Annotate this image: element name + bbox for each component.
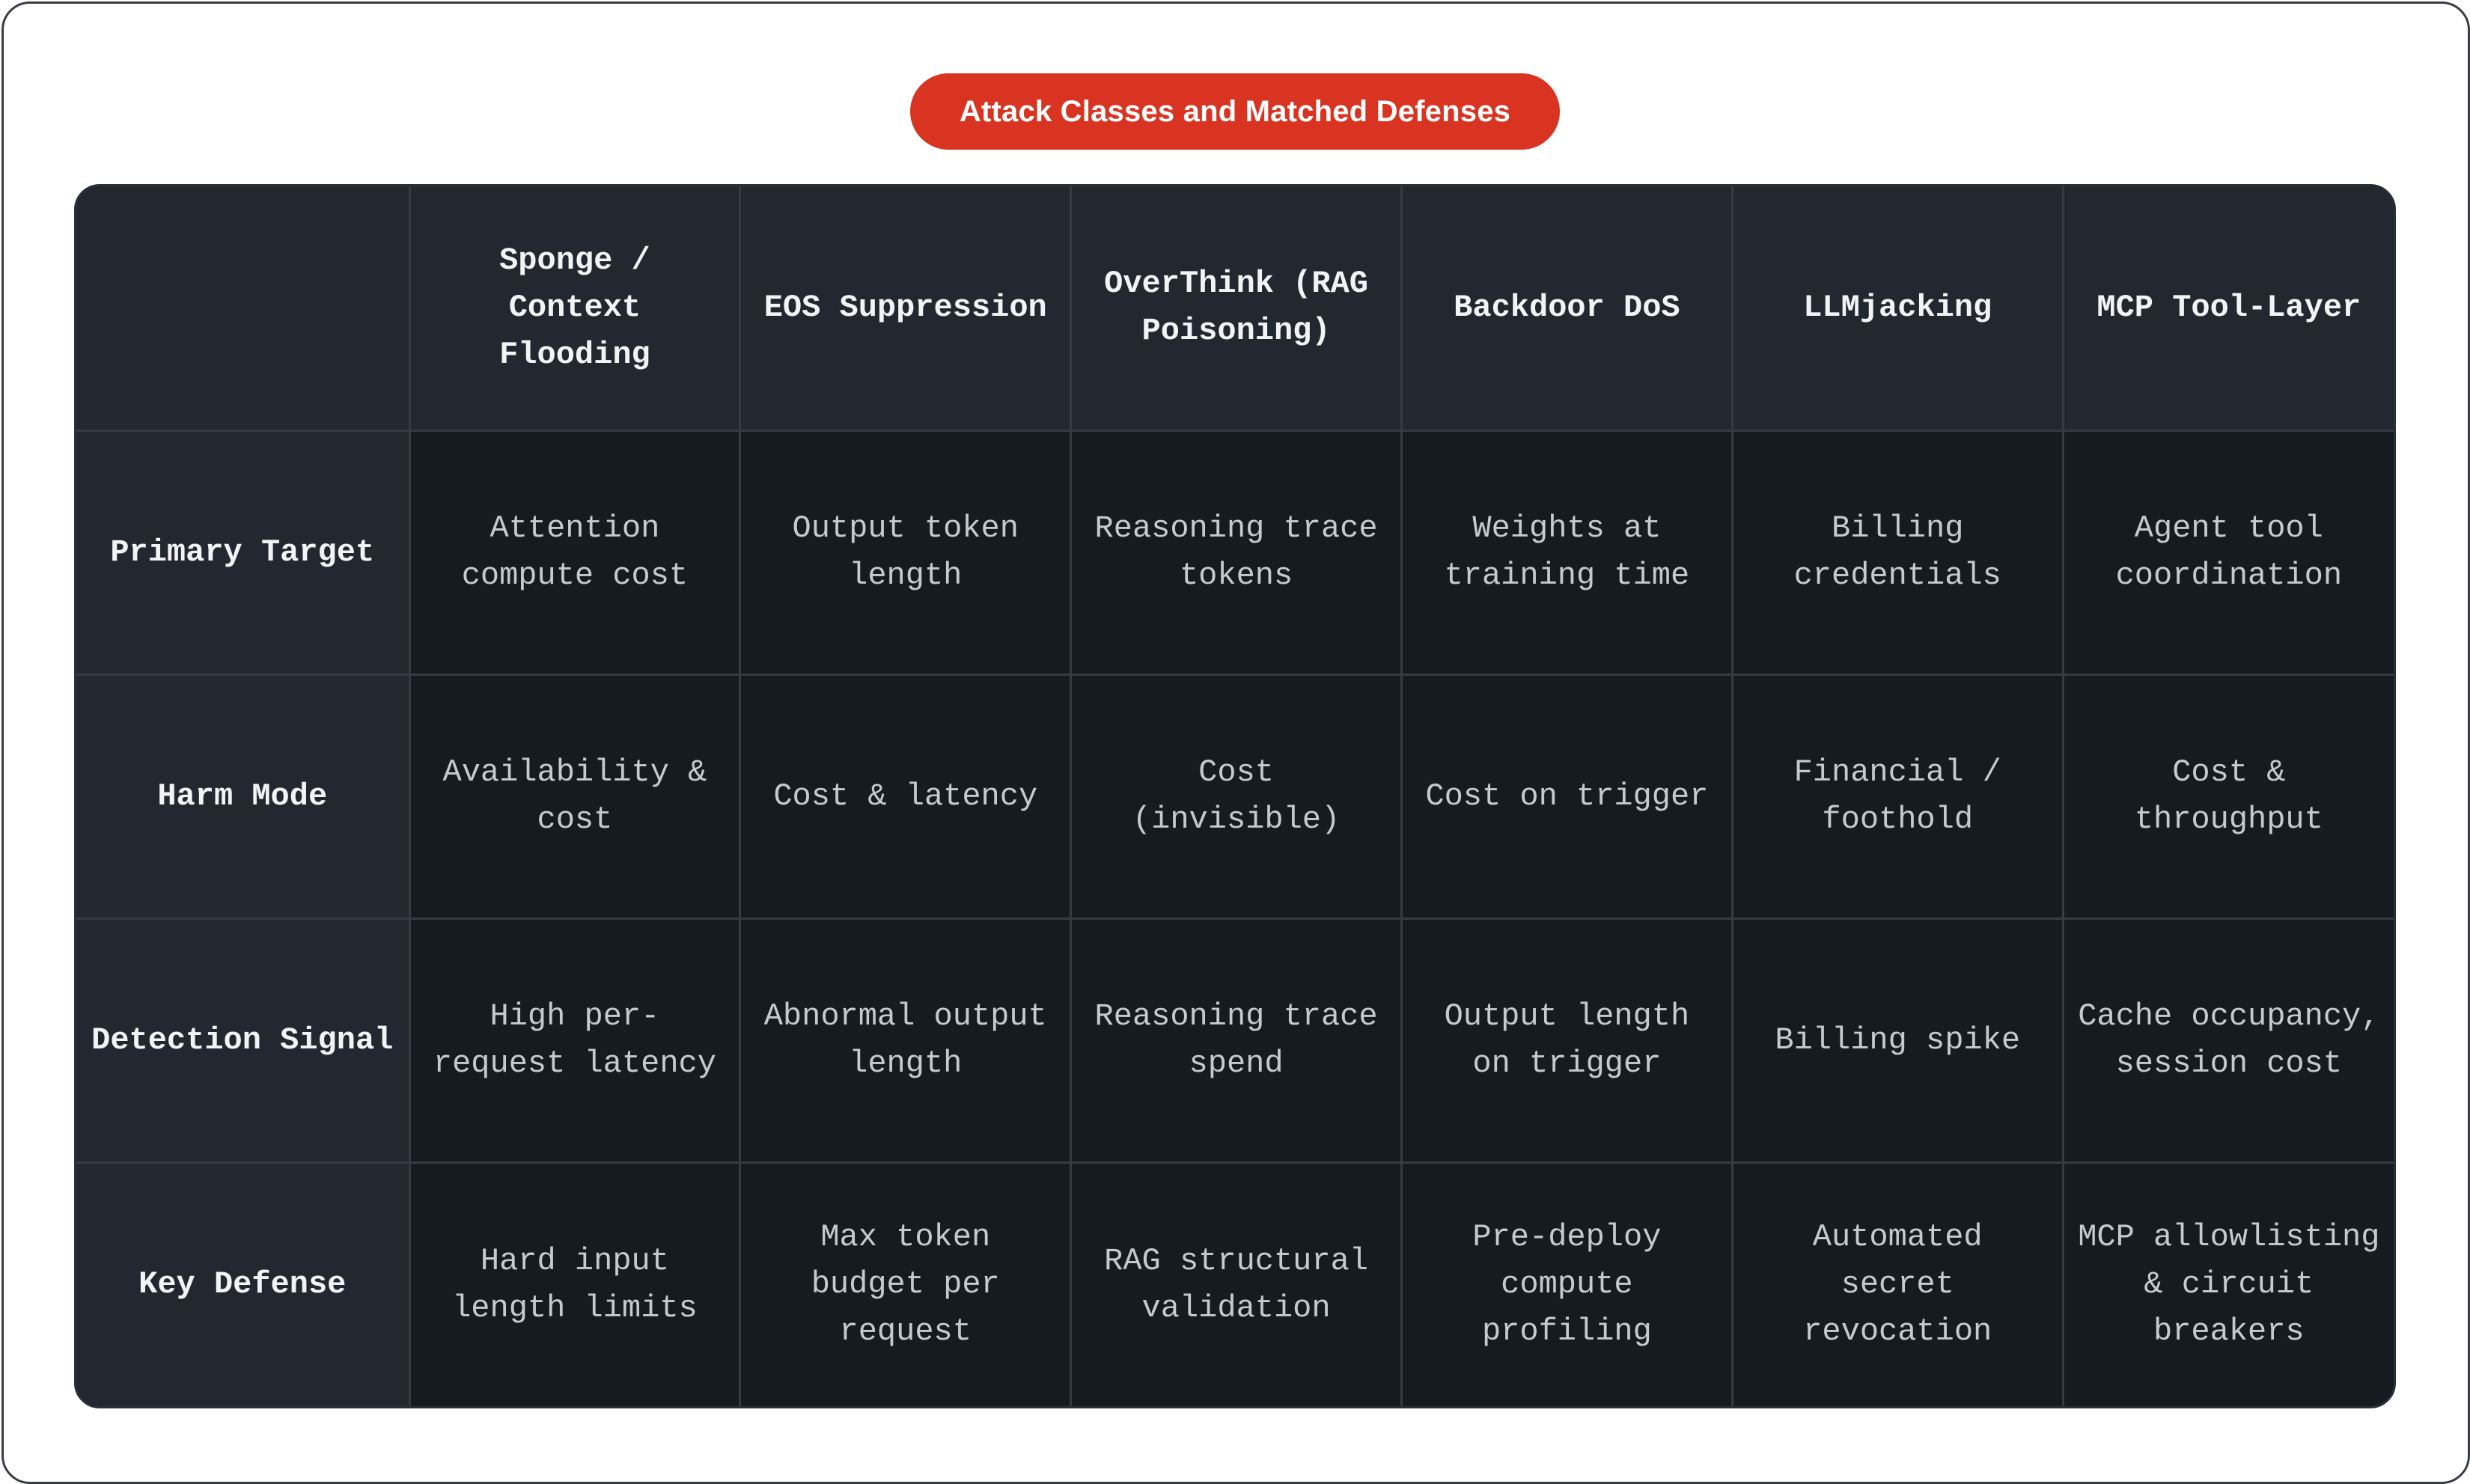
column-header-mcp-tool-layer: MCP Tool-Layer: [2063, 186, 2394, 430]
column-header-overthink: OverThink (RAG Poisoning): [1071, 186, 1402, 430]
table-cell: Output token length: [740, 430, 1071, 674]
table-cell: Output length on trigger: [1401, 918, 1732, 1162]
table-row-key-defense: [76, 1162, 2394, 1406]
table-cell: Cost & latency: [740, 674, 1071, 918]
table-cell: Cost & throughput: [2063, 674, 2394, 918]
table-cell: Automated secret revocation: [1732, 1162, 2063, 1406]
table-cell: Abnormal output length: [740, 918, 1071, 1162]
diagram-title: Attack Classes and Matched Defenses: [910, 73, 1560, 150]
table-cell: Billing credentials: [1732, 430, 2063, 674]
table-cell: Pre-deploy compute profiling: [1401, 1162, 1732, 1406]
table-cell: High per-request latency: [409, 918, 740, 1162]
table-cell: Attention compute cost: [409, 430, 740, 674]
row-header-primary-target: Primary Target: [76, 430, 409, 674]
table-cell: Billing spike: [1732, 918, 2063, 1162]
table-cell: Hard input length limits: [409, 1162, 740, 1406]
table-row-primary-target: [76, 430, 2394, 674]
table-cell: Max token budget per request: [740, 1162, 1071, 1406]
row-header-detection-signal: Detection Signal: [76, 918, 409, 1162]
column-header-sponge: Sponge / Context Flooding: [409, 186, 740, 430]
table-cell: MCP allowlisting & circuit breakers: [2063, 1162, 2394, 1406]
table-row-detection-signal: [76, 918, 2394, 1162]
comparison-table: [74, 184, 2396, 1408]
row-header-harm-mode: Harm Mode: [76, 674, 409, 918]
header-row: [76, 186, 2394, 430]
table-cell: RAG structural validation: [1071, 1162, 1402, 1406]
table-cell: Cache occupancy, session cost: [2063, 918, 2394, 1162]
table-cell: Financial / foothold: [1732, 674, 2063, 918]
table-cell: Weights at training time: [1401, 430, 1732, 674]
row-header-key-defense: Key Defense: [76, 1162, 409, 1406]
column-header-backdoor-dos: Backdoor DoS: [1401, 186, 1732, 430]
table-row-harm-mode: [76, 674, 2394, 918]
table-cell: Reasoning trace spend: [1071, 918, 1402, 1162]
corner-cell: [76, 186, 409, 430]
table-cell: Reasoning trace tokens: [1071, 430, 1402, 674]
table-cell: Cost on trigger: [1401, 674, 1732, 918]
table-cell: Cost (invisible): [1071, 674, 1402, 918]
attack-defense-table: [76, 186, 2394, 1406]
column-header-llmjacking: LLMjacking: [1732, 186, 2063, 430]
table-cell: Agent tool coordination: [2063, 430, 2394, 674]
table-cell: Availability & cost: [409, 674, 740, 918]
column-header-eos-suppression: EOS Suppression: [740, 186, 1071, 430]
